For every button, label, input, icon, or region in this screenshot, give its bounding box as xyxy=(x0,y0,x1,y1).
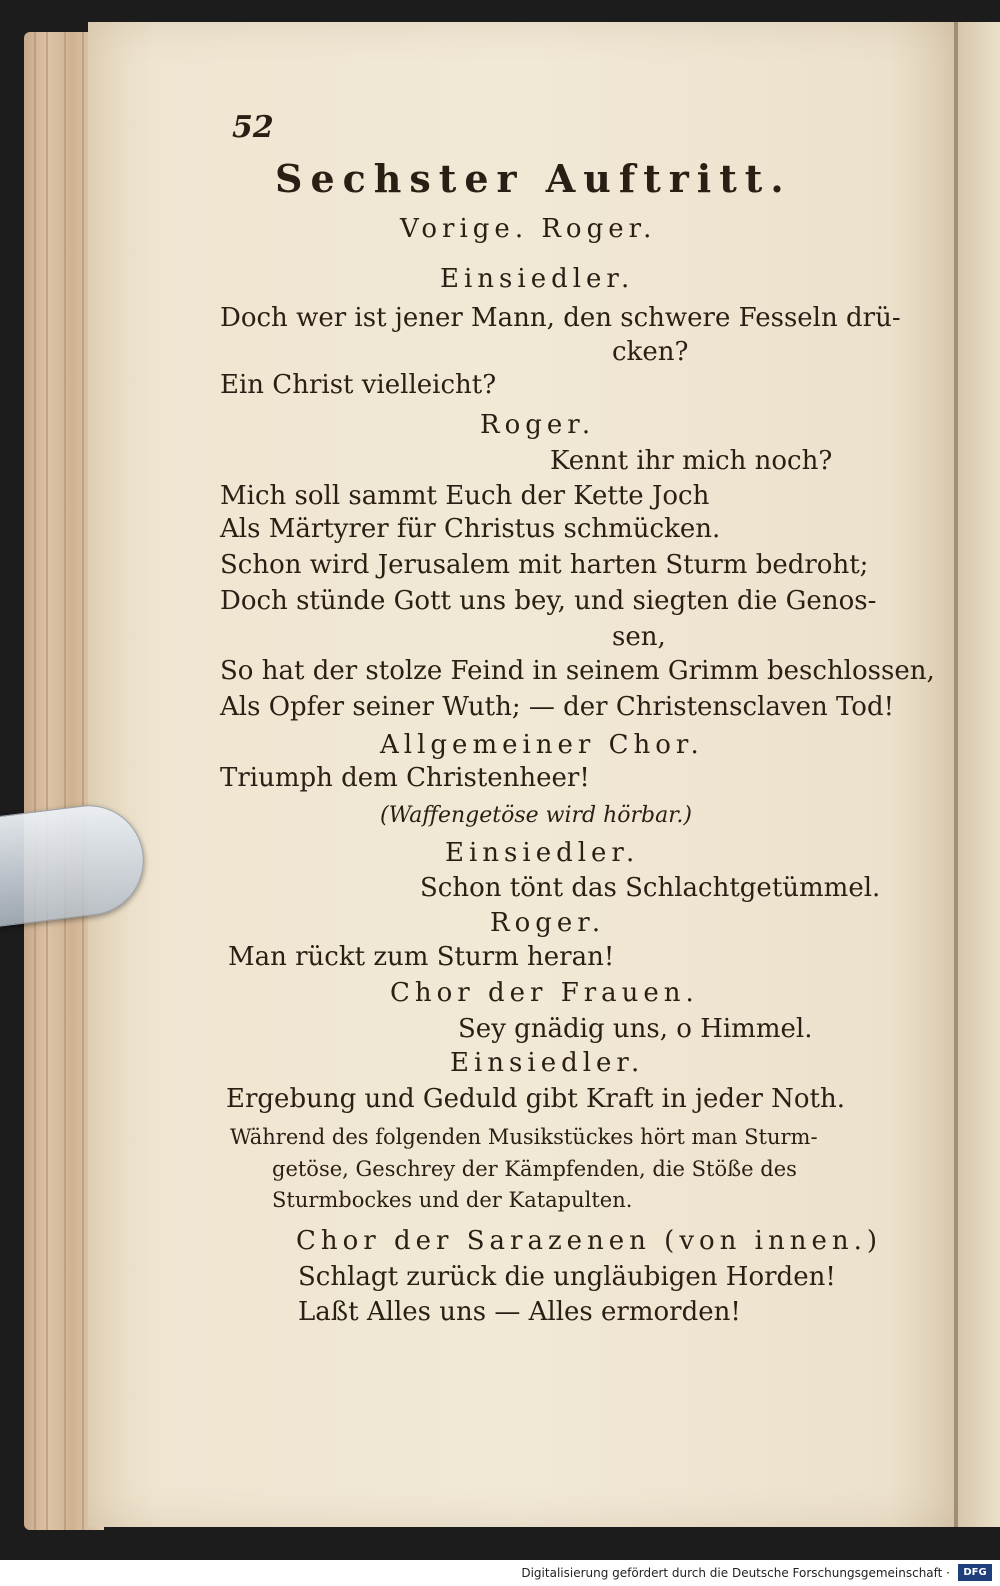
speaker-line: Allgemeiner Chor. xyxy=(380,730,704,760)
speaker-line: Roger. xyxy=(480,410,596,440)
stage-direction: (Waffengetöse wird hörbar.) xyxy=(380,803,692,828)
speaker-line: Chor der Frauen. xyxy=(390,978,699,1008)
verse-line: Triumph dem Christenheer! xyxy=(220,763,590,793)
speaker-line: Einsiedler. xyxy=(450,1048,645,1078)
verse-line: Als Opfer seiner Wuth; — der Christensclaven Tod! xyxy=(220,692,895,722)
dfg-logo: DFG xyxy=(958,1564,992,1581)
verse-line: Sey gnädig uns, o Himmel. xyxy=(458,1014,813,1044)
verse-line: Laßt Alles uns — Alles ermorden! xyxy=(298,1297,741,1327)
scene-subtitle: Vorige. Roger. xyxy=(400,214,657,244)
verse-line: Als Märtyrer für Christus schmücken. xyxy=(220,514,721,544)
footer-bar xyxy=(0,1560,1000,1586)
page-number: 52 xyxy=(232,110,274,145)
stage-direction: Sturmbockes und der Katapulten. xyxy=(272,1188,633,1212)
verse-line: cken? xyxy=(612,337,689,367)
scene-title: Sechster Auftritt. xyxy=(275,156,792,201)
verse-line: Schon tönt das Schlachtgetümmel. xyxy=(420,873,881,903)
stage-direction: Während des folgenden Musikstückes hört man Sturm- xyxy=(230,1125,818,1149)
footer-credit: Digitalisierung gefördert durch die Deutsche Forschungsgemeinschaft · xyxy=(521,1566,950,1580)
speaker-line: Roger. xyxy=(490,908,606,938)
facing-page-edge xyxy=(958,22,1000,1527)
verse-line: Kennt ihr mich noch? xyxy=(550,446,833,476)
verse-line: Ein Christ vielleicht? xyxy=(220,370,497,400)
verse-line: Schon wird Jerusalem mit harten Sturm bedroht; xyxy=(220,550,869,580)
speaker-line: Einsiedler. xyxy=(440,264,635,294)
verse-line: Ergebung und Geduld gibt Kraft in jeder Noth. xyxy=(226,1084,846,1114)
speaker-line: Chor der Sarazenen (von innen.) xyxy=(296,1226,883,1256)
verse-line: Man rückt zum Sturm heran! xyxy=(228,942,615,972)
verse-line: Mich soll sammt Euch der Kette Joch xyxy=(220,481,710,511)
stage-direction: getöse, Geschrey der Kämpfenden, die Stöße des xyxy=(272,1157,797,1181)
speaker-line: Einsiedler. xyxy=(445,838,640,868)
verse-line: Schlagt zurück die ungläubigen Horden! xyxy=(298,1262,836,1292)
verse-line: Doch stünde Gott uns bey, und siegten die Genos- xyxy=(220,586,877,616)
verse-line: So hat der stolze Feind in seinem Grimm beschlossen, xyxy=(220,656,935,686)
verse-line: Doch wer ist jener Mann, den schwere Fesseln drü- xyxy=(220,303,901,333)
verse-line: sen, xyxy=(612,622,666,652)
